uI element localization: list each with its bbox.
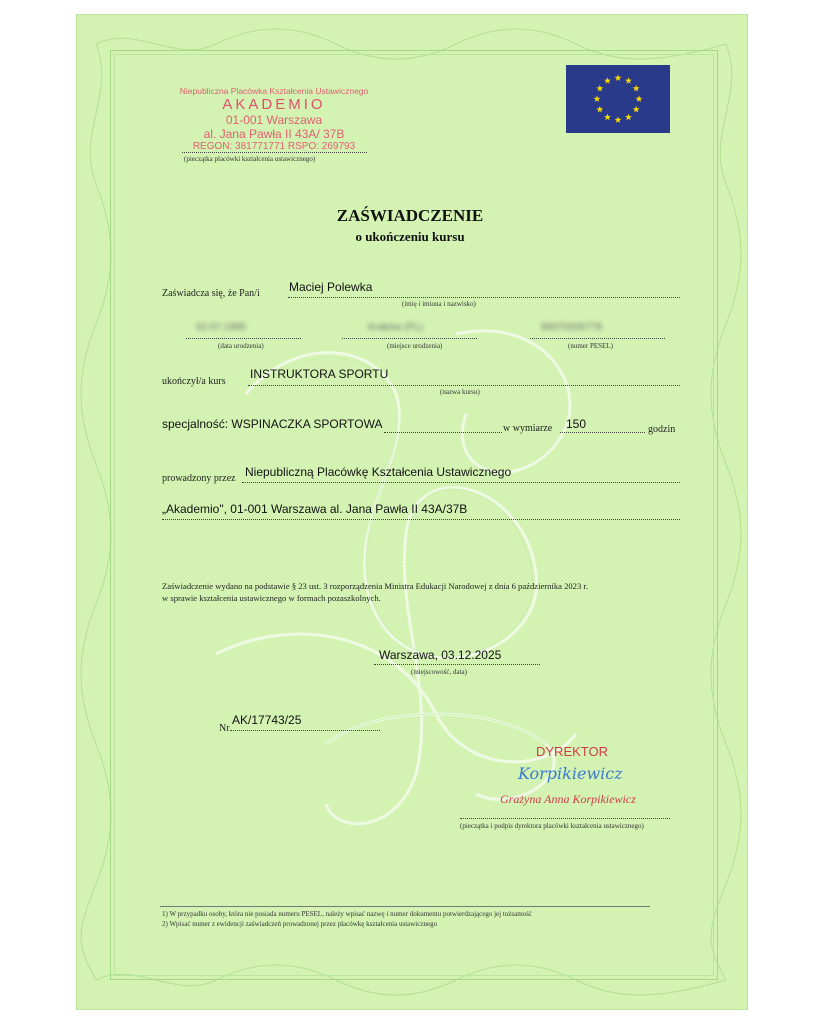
place-date-dotline bbox=[374, 664, 540, 665]
place-date-value: Warszawa, 03.12.2025 bbox=[379, 648, 502, 662]
footnote-2: 2) Wpisać numer z ewidencji zaświadczeń prowadzonej przez placówkę kształcenia ustawicznego bbox=[162, 920, 438, 928]
hours-dotline bbox=[560, 432, 645, 433]
specialty-dotline bbox=[384, 432, 502, 433]
footnote-separator bbox=[160, 906, 650, 907]
number-label: Nr bbox=[219, 723, 230, 734]
pesel-caption: (numer PESEL) bbox=[568, 342, 613, 350]
director-title: DYREKTOR bbox=[536, 744, 608, 759]
course-caption: (nazwa kursu) bbox=[440, 388, 480, 396]
organizer-label: prowadzony przez bbox=[162, 473, 236, 484]
stamp-dotline bbox=[182, 152, 367, 153]
course-dotline bbox=[248, 385, 680, 386]
person-dotline bbox=[288, 297, 680, 298]
birth-place-value: Kraków (PL) bbox=[368, 322, 424, 333]
person-name: Maciej Polewka bbox=[289, 280, 373, 294]
stamp-caption: (pieczątka placówki kształcenia ustawicznego) bbox=[184, 155, 316, 163]
director-name: Grażyna Anna Korpikiewicz bbox=[500, 792, 636, 806]
stamp-registry: REGON: 381771771 RSPO: 269793 bbox=[192, 141, 356, 152]
organizer-dotline2 bbox=[162, 519, 680, 520]
organizer-line2: „Akademio", 01-001 Warszawa al. Jana Pawła II 43A/37B bbox=[162, 502, 468, 516]
legal-basis-line1: Zaświadczenie wydano na podstawie § 23 ust. 3 rozporządzenia Ministra Edukacji Narodowej z dnia 6 października 2023 r. bbox=[162, 581, 588, 591]
birth-place-dotline bbox=[342, 338, 477, 339]
person-caption: (imię i imiona i nazwisko) bbox=[402, 300, 476, 308]
organizer-line1: Niepubliczną Placówkę Kształcenia Ustawicznego bbox=[245, 465, 512, 479]
pesel-dotline bbox=[530, 338, 665, 339]
legal-basis-line2: w sprawie kształcenia ustawicznego w formach pozaszkolnych. bbox=[162, 593, 381, 603]
stamp-city: 01-001 Warszawa bbox=[225, 113, 323, 127]
specialty-value: specjalność: WSPINACZKA SPORTOWA bbox=[162, 417, 383, 431]
institution-stamp bbox=[178, 86, 370, 152]
organizer-dotline1 bbox=[242, 482, 680, 483]
signature-caption: (pieczątka i podpis dyrektora placówki kształcenia ustawicznego) bbox=[460, 822, 644, 830]
eu-flag-icon bbox=[566, 65, 670, 133]
course-label: ukończył/a kurs bbox=[162, 376, 226, 387]
handwritten-signature: Korpikiewicz bbox=[518, 764, 623, 783]
birth-place-caption: (miejsce urodzenia) bbox=[387, 342, 443, 350]
certificate-title: ZAŚWIADCZENIE bbox=[336, 206, 484, 225]
pesel-value: 95070200778 bbox=[541, 322, 603, 333]
course-name: INSTRUKTORA SPORTU bbox=[250, 367, 389, 381]
stamp-street: al. Jana Pawła II 43A/ 37B bbox=[203, 127, 345, 141]
certificate-subtitle: o ukończeniu kursu bbox=[355, 229, 465, 244]
hours-value: 150 bbox=[566, 417, 587, 431]
number-value: AK/17743/25 bbox=[232, 713, 302, 727]
number-dotline bbox=[230, 730, 380, 731]
hours-label: w wymiarze bbox=[503, 423, 553, 434]
hours-unit: godzin bbox=[648, 424, 676, 435]
birth-date-dotline bbox=[186, 338, 301, 339]
place-date-caption: (miejscowość, data) bbox=[411, 668, 467, 676]
footnote-1: 1) W przypadku osoby, która nie posiada numeru PESEL, należy wpisać nazwę i numer dokumentu potwierdzającego jej tożsamość bbox=[162, 910, 532, 918]
person-label: Zaświadcza się, że Pan/i bbox=[162, 288, 260, 299]
stamp-institution-name: AKADEMIO bbox=[222, 96, 326, 113]
signature-dotline bbox=[460, 818, 670, 819]
birth-date-value: 02.07.1995 bbox=[196, 322, 247, 333]
stamp-institution-type: Niepubliczna Placówka Kształcenia Ustawicznego bbox=[179, 86, 369, 96]
birth-date-caption: (data urodzenia) bbox=[218, 342, 264, 350]
